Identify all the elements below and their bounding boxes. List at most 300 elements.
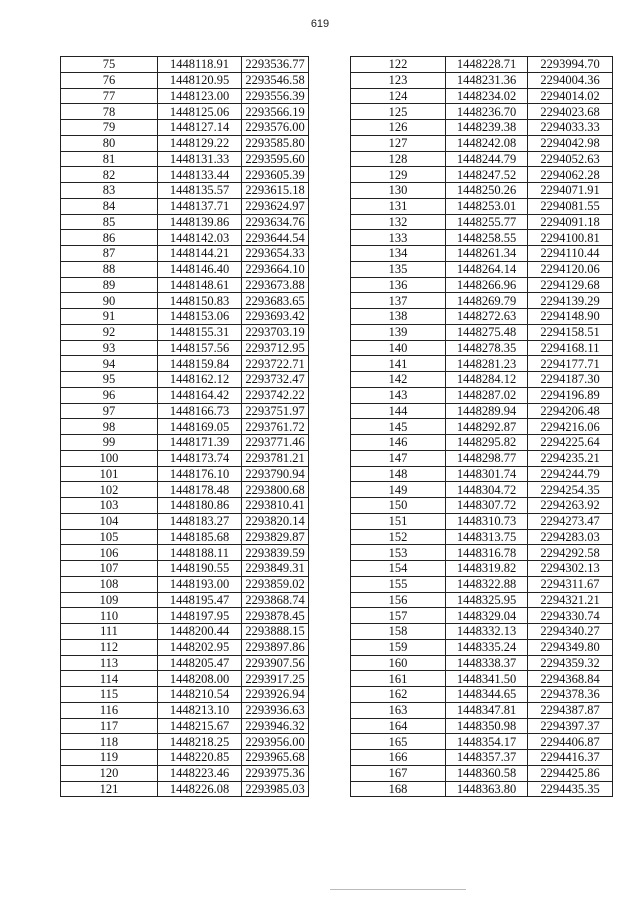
y-coordinate-cell: 2293644.54	[242, 230, 309, 246]
x-coordinate-cell: 1448146.40	[158, 261, 242, 277]
y-coordinate-cell: 2293975.36	[242, 765, 309, 781]
point-number-cell: 108	[61, 576, 158, 592]
x-coordinate-cell: 1448150.83	[158, 293, 242, 309]
point-number-cell: 91	[61, 309, 158, 325]
y-coordinate-cell: 2293761.72	[242, 419, 309, 435]
x-coordinate-cell: 1448157.56	[158, 340, 242, 356]
point-number-cell: 163	[351, 702, 446, 718]
x-coordinate-cell: 1448242.08	[446, 135, 528, 151]
table-row	[351, 135, 613, 151]
table-row	[61, 309, 309, 325]
table-row	[351, 702, 613, 718]
table-row	[61, 372, 309, 388]
y-coordinate-cell: 2294311.67	[528, 576, 613, 592]
table-row	[351, 482, 613, 498]
y-coordinate-cell: 2293732.47	[242, 372, 309, 388]
x-coordinate-cell: 1448325.95	[446, 592, 528, 608]
x-coordinate-cell: 1448234.02	[446, 88, 528, 104]
x-coordinate-cell: 1448195.47	[158, 592, 242, 608]
x-coordinate-cell: 1448118.91	[158, 57, 242, 73]
table-row	[61, 324, 309, 340]
x-coordinate-cell: 1448120.95	[158, 72, 242, 88]
table-row	[351, 324, 613, 340]
point-number-cell: 97	[61, 403, 158, 419]
point-number-cell: 107	[61, 561, 158, 577]
y-coordinate-cell: 2294397.37	[528, 718, 613, 734]
table-row	[61, 734, 309, 750]
x-coordinate-cell: 1448244.79	[446, 151, 528, 167]
x-coordinate-cell: 1448347.81	[446, 702, 528, 718]
table-row	[61, 718, 309, 734]
x-coordinate-cell: 1448166.73	[158, 403, 242, 419]
y-coordinate-cell: 2293595.60	[242, 151, 309, 167]
y-coordinate-cell: 2293771.46	[242, 435, 309, 451]
table-row	[351, 293, 613, 309]
table-row	[61, 702, 309, 718]
table-row	[61, 104, 309, 120]
y-coordinate-cell: 2293585.80	[242, 135, 309, 151]
x-coordinate-cell: 1448178.48	[158, 482, 242, 498]
y-coordinate-cell: 2293546.58	[242, 72, 309, 88]
point-number-cell: 136	[351, 277, 446, 293]
point-number-cell: 122	[351, 57, 446, 73]
point-number-cell: 92	[61, 324, 158, 340]
y-coordinate-cell: 2293956.00	[242, 734, 309, 750]
point-number-cell: 152	[351, 529, 446, 545]
y-coordinate-cell: 2294330.74	[528, 608, 613, 624]
point-number-cell: 134	[351, 246, 446, 262]
y-coordinate-cell: 2294120.06	[528, 261, 613, 277]
table-row	[61, 167, 309, 183]
y-coordinate-cell: 2293722.71	[242, 356, 309, 372]
table-row	[61, 498, 309, 514]
point-number-cell: 79	[61, 120, 158, 136]
x-coordinate-cell: 1448360.58	[446, 765, 528, 781]
x-coordinate-cell: 1448190.55	[158, 561, 242, 577]
x-coordinate-cell: 1448148.61	[158, 277, 242, 293]
y-coordinate-cell: 2294129.68	[528, 277, 613, 293]
x-coordinate-cell: 1448250.26	[446, 183, 528, 199]
x-coordinate-cell: 1448319.82	[446, 561, 528, 577]
x-coordinate-cell: 1448155.31	[158, 324, 242, 340]
table-row	[351, 72, 613, 88]
point-number-cell: 88	[61, 261, 158, 277]
point-number-cell: 166	[351, 750, 446, 766]
table-row	[61, 293, 309, 309]
y-coordinate-cell: 2293664.10	[242, 261, 309, 277]
y-coordinate-cell: 2293917.25	[242, 671, 309, 687]
y-coordinate-cell: 2293781.21	[242, 450, 309, 466]
table-row	[351, 151, 613, 167]
x-coordinate-cell: 1448329.04	[446, 608, 528, 624]
table-row	[61, 624, 309, 640]
point-number-cell: 117	[61, 718, 158, 734]
y-coordinate-cell: 2294091.18	[528, 214, 613, 230]
table-row	[351, 639, 613, 655]
point-number-cell: 93	[61, 340, 158, 356]
table-row	[61, 230, 309, 246]
table-row	[351, 750, 613, 766]
scan-artifact-line	[330, 889, 466, 890]
point-number-cell: 137	[351, 293, 446, 309]
table-row	[61, 151, 309, 167]
x-coordinate-cell: 1448298.77	[446, 450, 528, 466]
y-coordinate-cell: 2294263.92	[528, 498, 613, 514]
y-coordinate-cell: 2294168.11	[528, 340, 613, 356]
table-row	[351, 309, 613, 325]
x-coordinate-cell: 1448253.01	[446, 198, 528, 214]
x-coordinate-cell: 1448354.17	[446, 734, 528, 750]
table-row	[351, 198, 613, 214]
y-coordinate-cell: 2293673.88	[242, 277, 309, 293]
y-coordinate-cell: 2294033.33	[528, 120, 613, 136]
y-coordinate-cell: 2294062.28	[528, 167, 613, 183]
x-coordinate-cell: 1448139.86	[158, 214, 242, 230]
point-number-cell: 110	[61, 608, 158, 624]
y-coordinate-cell: 2294359.32	[528, 655, 613, 671]
x-coordinate-cell: 1448247.52	[446, 167, 528, 183]
table-row	[351, 513, 613, 529]
point-number-cell: 131	[351, 198, 446, 214]
y-coordinate-cell: 2294206.48	[528, 403, 613, 419]
y-coordinate-cell: 2293615.18	[242, 183, 309, 199]
table-row	[61, 608, 309, 624]
table-row	[61, 435, 309, 451]
point-number-cell: 99	[61, 435, 158, 451]
point-number-cell: 129	[351, 167, 446, 183]
x-coordinate-cell: 1448208.00	[158, 671, 242, 687]
point-number-cell: 89	[61, 277, 158, 293]
y-coordinate-cell: 2293965.68	[242, 750, 309, 766]
table-row	[351, 608, 613, 624]
table-row	[351, 88, 613, 104]
x-coordinate-cell: 1448264.14	[446, 261, 528, 277]
x-coordinate-cell: 1448236.70	[446, 104, 528, 120]
y-coordinate-cell: 2293897.86	[242, 639, 309, 655]
table-row	[61, 183, 309, 199]
x-coordinate-cell: 1448275.48	[446, 324, 528, 340]
table-row	[351, 781, 613, 797]
x-coordinate-cell: 1448228.71	[446, 57, 528, 73]
y-coordinate-cell: 2293888.15	[242, 624, 309, 640]
y-coordinate-cell: 2293556.39	[242, 88, 309, 104]
table-row	[61, 57, 309, 73]
table-row	[61, 261, 309, 277]
table-row	[351, 718, 613, 734]
point-number-cell: 135	[351, 261, 446, 277]
point-number-cell: 159	[351, 639, 446, 655]
point-number-cell: 76	[61, 72, 158, 88]
y-coordinate-cell: 2294014.02	[528, 88, 613, 104]
table-row	[351, 120, 613, 136]
y-coordinate-cell: 2294378.36	[528, 687, 613, 703]
y-coordinate-cell: 2294235.21	[528, 450, 613, 466]
table-row	[351, 734, 613, 750]
point-number-cell: 102	[61, 482, 158, 498]
y-coordinate-cell: 2294148.90	[528, 309, 613, 325]
point-number-cell: 139	[351, 324, 446, 340]
point-number-cell: 126	[351, 120, 446, 136]
y-coordinate-cell: 2294042.98	[528, 135, 613, 151]
table-row	[351, 372, 613, 388]
point-number-cell: 156	[351, 592, 446, 608]
x-coordinate-cell: 1448272.63	[446, 309, 528, 325]
point-number-cell: 153	[351, 545, 446, 561]
table-row	[351, 655, 613, 671]
table-row	[351, 498, 613, 514]
point-number-cell: 115	[61, 687, 158, 703]
x-coordinate-cell: 1448289.94	[446, 403, 528, 419]
y-coordinate-cell: 2294368.84	[528, 671, 613, 687]
y-coordinate-cell: 2294110.44	[528, 246, 613, 262]
y-coordinate-cell: 2294225.64	[528, 435, 613, 451]
x-coordinate-cell: 1448231.36	[446, 72, 528, 88]
point-number-cell: 154	[351, 561, 446, 577]
table-row	[61, 466, 309, 482]
point-number-cell: 118	[61, 734, 158, 750]
y-coordinate-cell: 2293868.74	[242, 592, 309, 608]
point-number-cell: 149	[351, 482, 446, 498]
point-number-cell: 116	[61, 702, 158, 718]
point-number-cell: 142	[351, 372, 446, 388]
table-row	[351, 765, 613, 781]
y-coordinate-cell: 2294004.36	[528, 72, 613, 88]
y-coordinate-cell: 2294187.30	[528, 372, 613, 388]
table-row	[61, 529, 309, 545]
x-coordinate-cell: 1448218.25	[158, 734, 242, 750]
y-coordinate-cell: 2293810.41	[242, 498, 309, 514]
table-row	[61, 214, 309, 230]
table-row	[61, 450, 309, 466]
table-row	[61, 639, 309, 655]
table-row	[61, 576, 309, 592]
x-coordinate-cell: 1448127.14	[158, 120, 242, 136]
page-number: 619	[310, 18, 330, 30]
point-number-cell: 145	[351, 419, 446, 435]
y-coordinate-cell: 2293936.63	[242, 702, 309, 718]
x-coordinate-cell: 1448350.98	[446, 718, 528, 734]
point-number-cell: 113	[61, 655, 158, 671]
point-number-cell: 138	[351, 309, 446, 325]
table-row	[61, 561, 309, 577]
point-number-cell: 94	[61, 356, 158, 372]
table-row	[61, 671, 309, 687]
table-row	[61, 687, 309, 703]
x-coordinate-cell: 1448202.95	[158, 639, 242, 655]
y-coordinate-cell: 2294387.87	[528, 702, 613, 718]
x-coordinate-cell: 1448255.77	[446, 214, 528, 230]
table-row	[351, 450, 613, 466]
point-number-cell: 160	[351, 655, 446, 671]
y-coordinate-cell: 2294273.47	[528, 513, 613, 529]
table-row	[351, 230, 613, 246]
y-coordinate-cell: 2293712.95	[242, 340, 309, 356]
point-number-cell: 111	[61, 624, 158, 640]
y-coordinate-cell: 2294244.79	[528, 466, 613, 482]
y-coordinate-cell: 2294139.29	[528, 293, 613, 309]
point-number-cell: 144	[351, 403, 446, 419]
x-coordinate-cell: 1448142.03	[158, 230, 242, 246]
y-coordinate-cell: 2293566.19	[242, 104, 309, 120]
x-coordinate-cell: 1448295.82	[446, 435, 528, 451]
table-row	[61, 387, 309, 403]
table-row	[351, 277, 613, 293]
y-coordinate-cell: 2293859.02	[242, 576, 309, 592]
x-coordinate-cell: 1448200.44	[158, 624, 242, 640]
point-number-cell: 81	[61, 151, 158, 167]
point-number-cell: 87	[61, 246, 158, 262]
x-coordinate-cell: 1448123.00	[158, 88, 242, 104]
table-row	[61, 655, 309, 671]
x-coordinate-cell: 1448176.10	[158, 466, 242, 482]
table-row	[351, 419, 613, 435]
y-coordinate-cell: 2294406.87	[528, 734, 613, 750]
point-number-cell: 100	[61, 450, 158, 466]
table-row	[61, 277, 309, 293]
y-coordinate-cell: 2293800.68	[242, 482, 309, 498]
y-coordinate-cell: 2293624.97	[242, 198, 309, 214]
table-row	[351, 561, 613, 577]
point-number-cell: 158	[351, 624, 446, 640]
table-row	[351, 671, 613, 687]
y-coordinate-cell: 2293849.31	[242, 561, 309, 577]
y-coordinate-cell: 2293751.97	[242, 403, 309, 419]
y-coordinate-cell: 2293703.19	[242, 324, 309, 340]
table-row	[61, 592, 309, 608]
table-row	[351, 687, 613, 703]
table-row	[61, 545, 309, 561]
x-coordinate-cell: 1448304.72	[446, 482, 528, 498]
table-row	[351, 387, 613, 403]
y-coordinate-cell: 2293878.45	[242, 608, 309, 624]
y-coordinate-cell: 2293693.42	[242, 309, 309, 325]
x-coordinate-cell: 1448183.27	[158, 513, 242, 529]
x-coordinate-cell: 1448173.74	[158, 450, 242, 466]
x-coordinate-cell: 1448310.73	[446, 513, 528, 529]
table-row	[61, 482, 309, 498]
y-coordinate-cell: 2293576.00	[242, 120, 309, 136]
point-number-cell: 86	[61, 230, 158, 246]
y-coordinate-cell: 2294081.55	[528, 198, 613, 214]
point-number-cell: 157	[351, 608, 446, 624]
point-number-cell: 155	[351, 576, 446, 592]
point-number-cell: 119	[61, 750, 158, 766]
x-coordinate-cell: 1448332.13	[446, 624, 528, 640]
x-coordinate-cell: 1448313.75	[446, 529, 528, 545]
table-row	[351, 57, 613, 73]
y-coordinate-cell: 2294340.27	[528, 624, 613, 640]
x-coordinate-cell: 1448316.78	[446, 545, 528, 561]
x-coordinate-cell: 1448125.06	[158, 104, 242, 120]
point-number-cell: 133	[351, 230, 446, 246]
x-coordinate-cell: 1448335.24	[446, 639, 528, 655]
x-coordinate-cell: 1448220.85	[158, 750, 242, 766]
x-coordinate-cell: 1448210.54	[158, 687, 242, 703]
coordinates-table-left	[60, 56, 309, 797]
x-coordinate-cell: 1448205.47	[158, 655, 242, 671]
point-number-cell: 114	[61, 671, 158, 687]
y-coordinate-cell: 2294177.71	[528, 356, 613, 372]
x-coordinate-cell: 1448162.12	[158, 372, 242, 388]
point-number-cell: 98	[61, 419, 158, 435]
table-row	[351, 356, 613, 372]
table-row	[61, 120, 309, 136]
point-number-cell: 124	[351, 88, 446, 104]
x-coordinate-cell: 1448164.42	[158, 387, 242, 403]
y-coordinate-cell: 2293907.56	[242, 655, 309, 671]
table-row	[351, 340, 613, 356]
point-number-cell: 84	[61, 198, 158, 214]
y-coordinate-cell: 2293829.87	[242, 529, 309, 545]
table-row	[351, 403, 613, 419]
point-number-cell: 148	[351, 466, 446, 482]
y-coordinate-cell: 2294254.35	[528, 482, 613, 498]
y-coordinate-cell: 2294100.81	[528, 230, 613, 246]
x-coordinate-cell: 1448193.00	[158, 576, 242, 592]
x-coordinate-cell: 1448357.37	[446, 750, 528, 766]
point-number-cell: 151	[351, 513, 446, 529]
x-coordinate-cell: 1448169.05	[158, 419, 242, 435]
x-coordinate-cell: 1448133.44	[158, 167, 242, 183]
point-number-cell: 80	[61, 135, 158, 151]
y-coordinate-cell: 2293683.65	[242, 293, 309, 309]
y-coordinate-cell: 2293985.03	[242, 781, 309, 797]
table-row	[61, 403, 309, 419]
y-coordinate-cell: 2294416.37	[528, 750, 613, 766]
x-coordinate-cell: 1448344.65	[446, 687, 528, 703]
point-number-cell: 96	[61, 387, 158, 403]
point-number-cell: 162	[351, 687, 446, 703]
point-number-cell: 103	[61, 498, 158, 514]
y-coordinate-cell: 2294052.63	[528, 151, 613, 167]
point-number-cell: 164	[351, 718, 446, 734]
point-number-cell: 123	[351, 72, 446, 88]
table-row	[351, 529, 613, 545]
table-row	[61, 750, 309, 766]
point-number-cell: 165	[351, 734, 446, 750]
x-coordinate-cell: 1448188.11	[158, 545, 242, 561]
x-coordinate-cell: 1448137.71	[158, 198, 242, 214]
table-row	[61, 419, 309, 435]
y-coordinate-cell: 2293994.70	[528, 57, 613, 73]
x-coordinate-cell: 1448213.10	[158, 702, 242, 718]
x-coordinate-cell: 1448322.88	[446, 576, 528, 592]
table-row	[351, 104, 613, 120]
table-row	[61, 340, 309, 356]
y-coordinate-cell: 2294216.06	[528, 419, 613, 435]
x-coordinate-cell: 1448269.79	[446, 293, 528, 309]
x-coordinate-cell: 1448129.22	[158, 135, 242, 151]
point-number-cell: 109	[61, 592, 158, 608]
point-number-cell: 120	[61, 765, 158, 781]
point-number-cell: 130	[351, 183, 446, 199]
point-number-cell: 143	[351, 387, 446, 403]
point-number-cell: 128	[351, 151, 446, 167]
x-coordinate-cell: 1448185.68	[158, 529, 242, 545]
coordinates-table-right	[350, 56, 613, 797]
y-coordinate-cell: 2293790.94	[242, 466, 309, 482]
table-row	[351, 183, 613, 199]
point-number-cell: 77	[61, 88, 158, 104]
x-coordinate-cell: 1448281.23	[446, 356, 528, 372]
x-coordinate-cell: 1448363.80	[446, 781, 528, 797]
x-coordinate-cell: 1448341.50	[446, 671, 528, 687]
table-row	[351, 466, 613, 482]
table-row	[351, 214, 613, 230]
table-row	[61, 781, 309, 797]
table-row	[351, 576, 613, 592]
point-number-cell: 112	[61, 639, 158, 655]
